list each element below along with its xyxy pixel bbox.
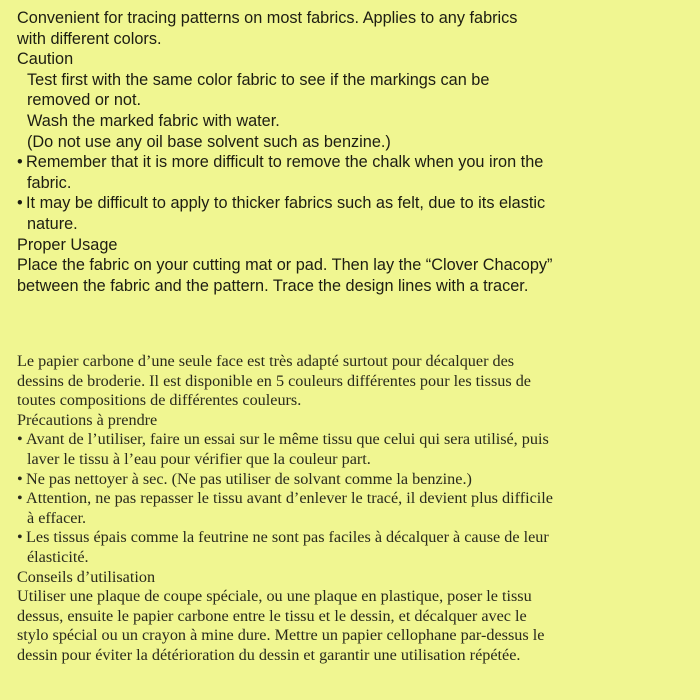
caution-item-line: élasticité. bbox=[27, 547, 89, 566]
caution-item-text: Remember that it is more difficult to remove the chalk when you iron the bbox=[26, 153, 544, 172]
caution-heading: Précautions à prendre bbox=[17, 410, 158, 429]
usage-heading: Proper Usage bbox=[17, 235, 118, 254]
bullet: • bbox=[17, 528, 23, 547]
bullet: • bbox=[17, 153, 23, 172]
intro-line: Convenient for tracing patterns on most fabrics. Applies to any fabrics bbox=[17, 9, 518, 27]
bullet: • bbox=[17, 194, 23, 213]
usage-line: dessin pour éviter la détérioration du dessin et garantir une utilisation répétée. bbox=[17, 645, 521, 664]
caution-item-line: Wash the marked fabric with water. bbox=[27, 111, 280, 130]
caution-item-line: (Do not use any oil base solvent such as benzine.) bbox=[27, 132, 391, 151]
usage-line: between the fabric and the pattern. Trace the design lines with a tracer. bbox=[17, 276, 529, 295]
caution-item-line bbox=[17, 528, 693, 548]
usage-heading: Conseils d’utilisation bbox=[17, 567, 156, 586]
intro-line: with different colors. bbox=[17, 29, 162, 48]
english-section bbox=[17, 8, 693, 296]
caution-item-text: Avant de l’utiliser, faire un essai sur le même tissu que celui qui sera utilisé, puis bbox=[26, 430, 549, 449]
intro-line: toutes compositions de différentes couleurs. bbox=[17, 391, 302, 410]
caution-item-line: removed or not. bbox=[27, 91, 142, 110]
caution-item-line: nature. bbox=[27, 214, 78, 233]
caution-item-line bbox=[17, 430, 693, 450]
intro-line: Le papier carbone d’une seule face est très adapté surtout pour décalquer des bbox=[17, 352, 515, 370]
french-section bbox=[17, 352, 693, 666]
caution-item-line: laver le tissu à l’eau pour vérifier que la couleur part. bbox=[27, 449, 371, 468]
usage-line: dessus, ensuite le papier carbone entre le tissu et le dessin, et décalquer avec le bbox=[17, 606, 527, 625]
caution-item-text: Ne pas nettoyer à sec. (Ne pas utiliser de solvant comme la benzine.) bbox=[26, 469, 472, 488]
caution-item-line bbox=[17, 489, 693, 509]
caution-item-line bbox=[17, 193, 693, 214]
usage-line: stylo spécial ou un crayon à mine dure. Mettre un papier cellophane par-dessus le bbox=[17, 626, 545, 645]
caution-item-line: fabric. bbox=[27, 173, 72, 192]
caution-item-text: It may be difficult to apply to thicker fabrics such as felt, due to its elastic bbox=[26, 194, 546, 213]
caution-item-text: Attention, ne pas repasser le tissu avant d’enlever le tracé, il devient plus difficile bbox=[26, 489, 553, 508]
usage-line: Utiliser une plaque de coupe spéciale, ou une plaque en plastique, poser le tissu bbox=[17, 587, 532, 606]
caution-heading: Caution bbox=[17, 50, 74, 69]
usage-line: Place the fabric on your cutting mat or pad. Then lay the “Clover Chacopy” bbox=[17, 256, 553, 275]
bullet: • bbox=[17, 430, 23, 449]
caution-item-line: à effacer. bbox=[27, 508, 87, 527]
intro-line: dessins de broderie. Il est disponible en 5 couleurs différentes pour les tissus de bbox=[17, 371, 531, 390]
caution-item-text: Les tissus épais comme la feutrine ne sont pas faciles à décalquer à cause de leur bbox=[26, 528, 549, 547]
bullet: • bbox=[17, 469, 23, 488]
caution-item-line bbox=[17, 470, 693, 490]
caution-item-line bbox=[17, 152, 693, 173]
caution-item-line: Test first with the same color fabric to see if the markings can be bbox=[27, 70, 490, 89]
bullet: • bbox=[17, 489, 23, 508]
